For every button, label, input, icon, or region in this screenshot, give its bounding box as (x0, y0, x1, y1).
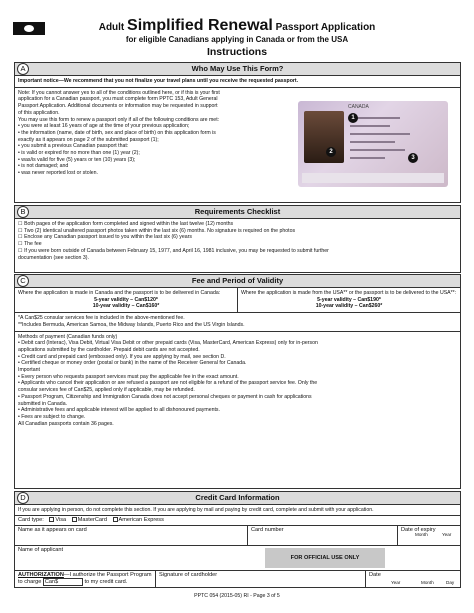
fee-table (15, 288, 460, 313)
name-on-card-field[interactable]: Name as it appears on card (18, 527, 87, 533)
text-line: ☐ If you were born outside of Canada between February 15, 1977, and April 16, 1981 inclusive, you may be requested to submit further (18, 247, 329, 254)
text-line: Note: If you cannot answer yes to all of the conditions outlined here, or if this is your first (18, 89, 220, 96)
text-line: application for a Canadian passport, you must complete form PPTC 153, Adult General (18, 96, 218, 103)
text-line: • you submit a previous Canadian passport that: (18, 143, 129, 150)
amount-field[interactable]: Can$ (43, 578, 83, 586)
authorization-row: AUTHORIZATION—I authorize the Passport Program to charge Can$ to my credit card. Signature of cardholder Date Year Month Day (15, 570, 460, 588)
text-line: All Canadian passports contain 36 pages. (18, 420, 114, 427)
fee-notes: *A Can$25 consular services fee is included in the above-mentioned fee. **Includes Bermuda, American Samoa, the Midway Islands, Puerto Rico and the US Virgin Islands. (15, 313, 460, 331)
text-line: • Administrative fees and applicable interest will be applied to all dishonoured payments. (18, 407, 220, 414)
applicant-name-field[interactable]: Name of applicant (18, 547, 64, 553)
text-line: Passport Application. Additional documents or information may be requested in support (18, 103, 218, 110)
text-line: • Debit card (Interac), Visa Debit, Virtual Visa Debit or other prepaid cards (Visa, MasterCard, American Express) only for in-person (18, 340, 318, 347)
marker-3: 3 (408, 153, 418, 163)
section-title: Requirements Checklist (194, 207, 281, 216)
text-line: • Fees are subject to change. (18, 413, 86, 420)
official-use-box: FOR OFFICIAL USE ONLY (265, 548, 385, 568)
text-line: • Passport Program, Citizenship and Immigration Canada does not accept personal cheques or payment in cash for applications (18, 393, 312, 400)
payment-info (15, 332, 460, 430)
amex-checkbox[interactable] (113, 517, 118, 522)
form-title: Adult Simplified Renewal Passport Application (98, 17, 376, 34)
card-type-row: Card type: Visa MasterCard American Express (15, 515, 460, 525)
section-letter: B (17, 206, 29, 218)
text-line: • Applicants who cancel their application or are refused a passport are not eligible for a refund of the passport service fee. Only the (18, 380, 318, 387)
section-d-intro: If you are applying in person, do not complete this section. If you are applying by mail and paying by credit card, complete and submit with your application. (18, 507, 374, 513)
fee-usa: Where the application is made from the USA** or the passport is to be delivered to the USA**: 5-year validity – Can$190* 10-year validity – Can$260* (237, 288, 460, 312)
text-line: • you were at least 16 years of age at the time of your previous application; (18, 123, 190, 130)
passport-image: CANADA 1 2 3 (298, 101, 448, 187)
section-d (14, 491, 461, 588)
text-line: • was/is valid for five (5) years or ten (10) years (3); (18, 156, 136, 163)
text-line: ☐ Two (2) identical unaltered passport photos taken within the last six (6) months. No signature is required on the photos (18, 227, 296, 234)
text-line: • is valid or expired for no more than one (1) year (2); (18, 150, 140, 157)
text-line: • the information (name, date of birth, sex and place of birth) on this application form is (18, 129, 216, 136)
text-line: submitted in Canada. (18, 400, 68, 407)
section-b (14, 205, 461, 273)
signature-field[interactable]: Signature of cardholder (155, 571, 365, 588)
form-subtitle: for eligible Canadians applying in Canada or from the USA (125, 35, 349, 44)
text-line: ☐ Enclose any Canadian passport issued to you within the last six (6) years (18, 234, 192, 241)
text-line: • is not damaged; and (18, 163, 69, 170)
section-heading: Instructions (206, 46, 268, 58)
checklist (15, 219, 460, 263)
text-line: You may use this form to renew a passport only if all of the following conditions are met: (18, 116, 220, 123)
date-field[interactable]: Date Year Month Day (365, 571, 460, 588)
visa-checkbox[interactable] (49, 517, 54, 522)
text-line: Important (18, 367, 40, 374)
text-line: • was never reported lost or stolen. (18, 170, 98, 177)
section-c (14, 274, 461, 489)
text-line: documentation (see section 3). (18, 254, 89, 261)
fee-canada: Where the application is made in Canada and the passport is to be delivered in Canada: 5-year validity – Can$120* 10-year validity – Can$160* (18, 290, 221, 310)
text-line: Methods of payment (Canadian funds only) (18, 333, 118, 340)
section-letter: C (17, 275, 29, 287)
page-footer: PPTC 054 (2015-05) RI - Page 3 of 5 (194, 593, 280, 599)
section-letter: D (17, 492, 29, 504)
text-line: of this application. (18, 109, 60, 116)
section-letter: A (17, 63, 29, 75)
expiry-field[interactable]: Date of expiry Month Year (397, 526, 460, 545)
mastercard-checkbox[interactable] (72, 517, 77, 522)
card-number-field[interactable]: Card number (247, 526, 397, 545)
text-line: • Credit card and prepaid card (embossed only). If you are applying by mail, see section D. (18, 353, 226, 360)
text-line: consular services fee of Can$25, applied only if applicable, may be refunded. (18, 387, 195, 394)
text-line: • Certified cheque or money order (postal or bank) in the name of the Receiver General for Canada. (18, 360, 247, 367)
text-line: ☐ Both pages of the application form completed and signed within the last twelve (12) months (18, 221, 234, 227)
marker-1: 1 (348, 113, 358, 123)
section-title: Fee and Period of Validity (191, 276, 284, 285)
section-title: Credit Card Information (195, 493, 280, 502)
section-a (14, 62, 461, 203)
text-line: applications submitted by the cardholder. Prepaid debit cards are not accepted. (18, 346, 200, 353)
section-title: Who May Use This Form? (191, 64, 284, 73)
card-info-row (15, 525, 460, 545)
important-notice: Important notice—We recommend that you not finalize your travel plans until you receive the requested passport. (18, 78, 299, 84)
text-line: ☐ The fee (18, 241, 42, 248)
marker-2: 2 (326, 147, 336, 157)
applicant-row (15, 545, 460, 570)
text-line: • Every person who requests passport services must pay the applicable fee in the exact amount. (18, 373, 239, 380)
text-line: exactly as it appears on page 2 of the submitted passport (1); (18, 136, 159, 143)
